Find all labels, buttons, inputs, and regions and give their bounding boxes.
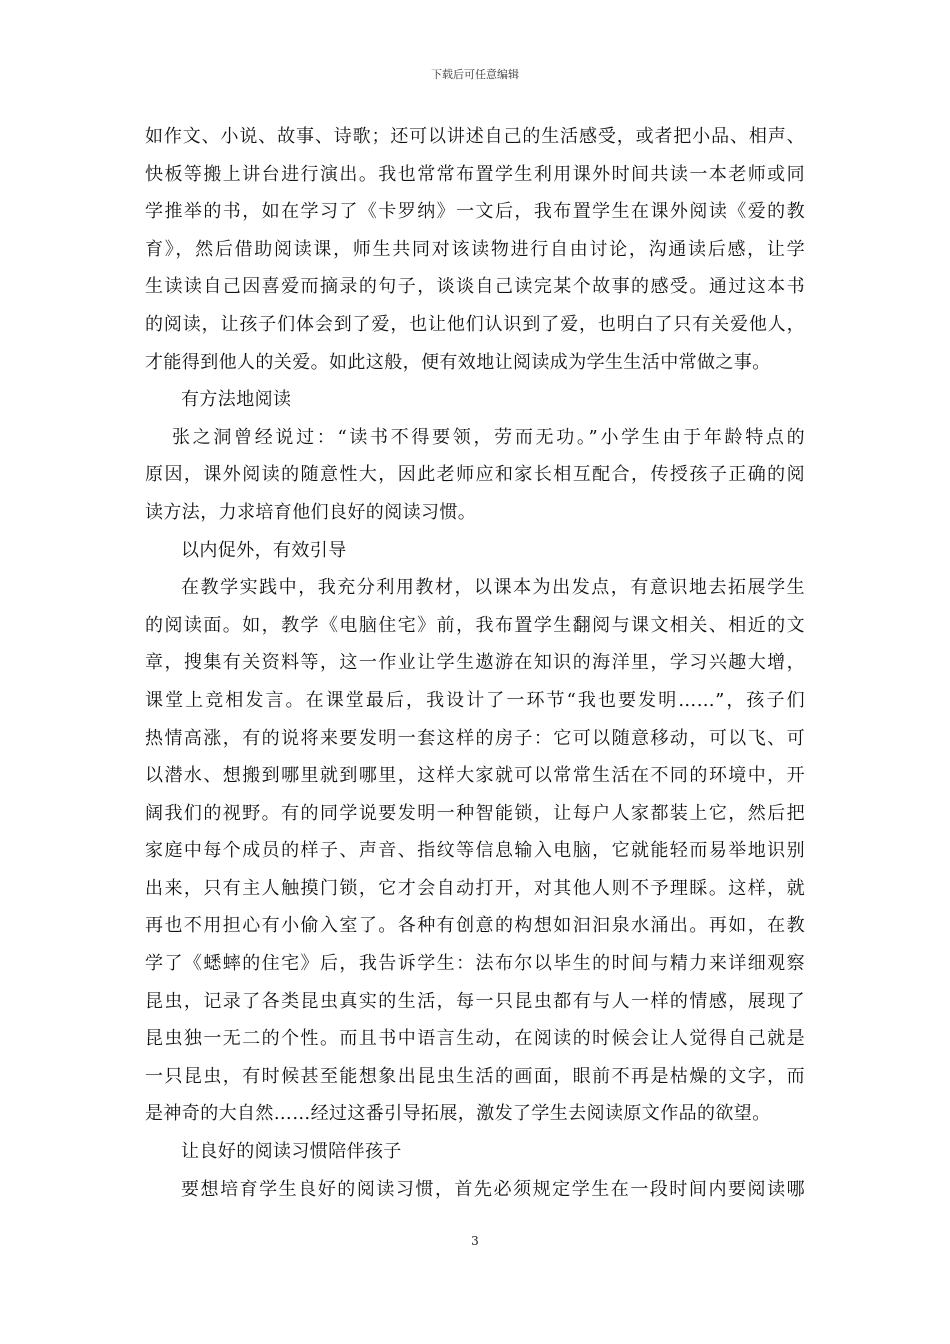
text-line: 昆虫，记录了各类昆虫真实的生活，每一只昆虫都有与人一样的情感，展现了 bbox=[145, 990, 805, 1012]
text-line: 要想培育学生良好的阅读习惯，首先必须规定学生在一段时间内要阅读哪 bbox=[181, 1178, 805, 1200]
text-line: 是神奇的大自然……经过这番引导拓展，激发了学生去阅读原文作品的欲望。 bbox=[145, 1103, 771, 1125]
text-line: 学了《蟋蟀的住宅》后，我告诉学生：法布尔以毕生的时间与精力来详细观察 bbox=[145, 953, 805, 975]
text-line: 育》，然后借助阅读课，师生共同对该读物进行自由讨论，沟通读后感，让学 bbox=[145, 238, 805, 260]
text-line: 生读读自己因喜爱而摘录的句子，谈谈自己读完某个故事的感受。通过这本书 bbox=[145, 276, 805, 298]
text-line: 一只昆虫，有时候甚至能想象出昆虫生活的画面，眼前不再是枯燥的文字，而 bbox=[145, 1065, 805, 1087]
text-line: 张之洞曾经说过：“读书不得要领，劳而无功。”小学生由于年龄特点的 bbox=[172, 426, 805, 448]
text-line: 如作文、小说、故事、诗歌；还可以讲述自己的生活感受，或者把小品、相声、 bbox=[145, 126, 805, 147]
section-heading: 有方法地阅读 bbox=[181, 389, 292, 411]
text-line: 昆虫独一无二的个性。而且书中语言生动，在阅读的时候会让人觉得自己就是 bbox=[145, 1028, 805, 1050]
section-heading: 以内促外，有效引导 bbox=[181, 539, 347, 561]
text-line: 读方法，力求培育他们良好的阅读习惯。 bbox=[145, 501, 477, 523]
text-line: 以潜水、想搬到哪里就到哪里，这样大家就可以常常生活在不同的环境中，开 bbox=[145, 765, 805, 787]
text-line: 家庭中每个成员的样子、声音、指纹等信息输入电脑，它就能轻而易举地识别 bbox=[145, 840, 805, 862]
text-line: 的阅读，让孩子们体会到了爱，也让他们认识到了爱，也明白了只有关爱他人， bbox=[145, 313, 805, 335]
text-line: 热情高涨，有的说将来要发明一套这样的房子：它可以随意移动，可以飞、可 bbox=[145, 727, 805, 749]
text-line: 才能得到他人的关爱。如此这般，便有效地让阅读成为学生生活中常做之事。 bbox=[145, 351, 771, 373]
page-header: 下载后可任意编辑 bbox=[431, 68, 519, 81]
text-line: 的阅读面。如，教学《电脑住宅》前，我布置学生翻阅与课文相关、相近的文 bbox=[145, 614, 805, 636]
text-line: 快板等搬上讲台进行演出。我也常常布置学生利用课外时间共读一本老师或同 bbox=[145, 163, 805, 185]
text-line: 章，搜集有关资料等，这一作业让学生遨游在知识的海洋里，学习兴趣大增， bbox=[145, 652, 805, 674]
text-line: 在教学实践中，我充分利用教材，以课本为出发点，有意识地去拓展学生 bbox=[181, 577, 805, 599]
text-line: 原因，课外阅读的随意性大，因此老师应和家长相互配合，传授孩子正确的阅 bbox=[145, 464, 805, 486]
text-line: 再也不用担心有小偷入室了。各种有创意的构想如汩汩泉水涌出。再如，在教 bbox=[145, 915, 805, 937]
page-number: 3 bbox=[471, 1234, 479, 1248]
text-line: 课堂上竞相发言。在课堂最后，我设计了一环节“我也要发明……”，孩子们 bbox=[145, 689, 805, 711]
text-line: 出来，只有主人触摸门锁，它才会自动打开，对其他人则不予理睬。这样，就 bbox=[145, 877, 805, 899]
section-heading: 让良好的阅读习惯陪伴孩子 bbox=[181, 1141, 402, 1163]
text-line: 阔我们的视野。有的同学说要发明一种智能锁，让每户人家都装上它，然后把 bbox=[145, 802, 805, 824]
text-line: 学推举的书，如在学习了《卡罗纳》一文后，我布置学生在课外阅读《爱的教 bbox=[145, 201, 805, 223]
body-text bbox=[145, 118, 805, 1208]
